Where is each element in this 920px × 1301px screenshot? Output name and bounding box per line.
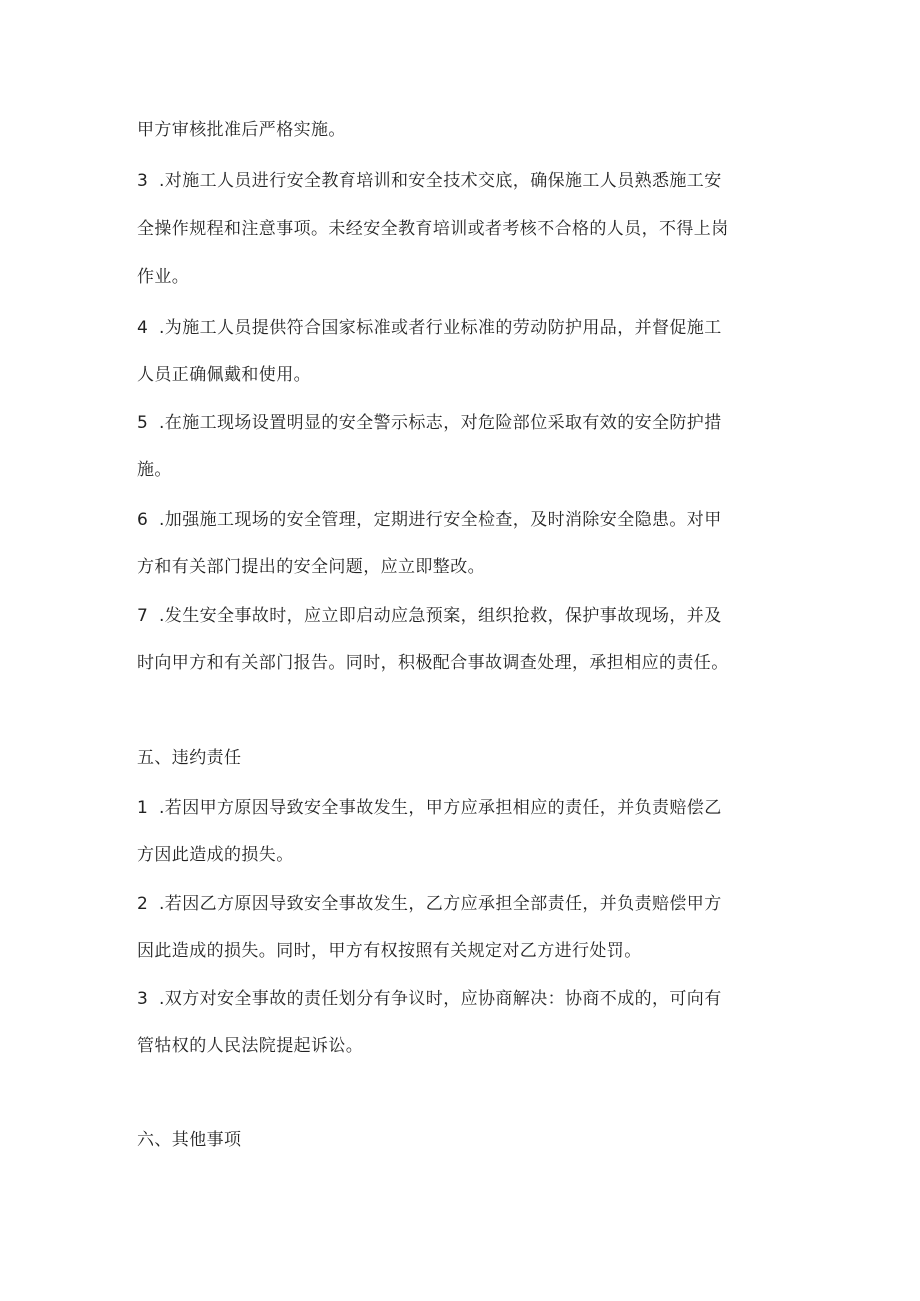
- list-number: 2: [137, 894, 149, 914]
- paragraph-line: 方和有关部门提出的安全问题，应立即整改。: [137, 557, 485, 577]
- list-item-text: .加强施工现场的安全管理，定期进行安全检查，及时消除安全隐患。对甲: [159, 510, 722, 530]
- list-item-2: [137, 892, 777, 916]
- list-item-1: [137, 796, 777, 820]
- paragraph-line: 作业。: [137, 267, 190, 287]
- list-item-text: .为施工人员提供符合国家标准或者行业标准的劳动防护用品，并督促施工: [159, 318, 722, 338]
- list-number: 3: [137, 171, 149, 191]
- paragraph-line: 人员正确佩戴和使用。: [137, 365, 311, 385]
- list-number: 5: [137, 413, 149, 433]
- list-item-3b: [137, 987, 777, 1011]
- list-item-3: [137, 169, 777, 193]
- list-number: 6: [137, 510, 149, 530]
- list-item-7: [137, 604, 777, 628]
- paragraph-line: 时向甲方和有关部门报告。同时，积极配合事故调查处理，承担相应的责任。: [137, 653, 729, 673]
- list-item-4: [137, 316, 777, 340]
- paragraph-line: 甲方审核批准后严格实施。: [137, 120, 346, 140]
- paragraph-line: 因此造成的损失。同时，甲方有权按照有关规定对乙方进行处罚。: [137, 941, 642, 961]
- list-item-text: .对施工人员进行安全教育培训和安全技术交底，确保施工人员熟悉施工安: [159, 171, 722, 191]
- paragraph-line: 方因此造成的损失。: [137, 845, 294, 865]
- paragraph-line: 全操作规程和注意事项。未经安全教育培训或者考核不合格的人员，不得上岗: [137, 219, 729, 239]
- list-number: 7: [137, 606, 149, 626]
- list-number: 3: [137, 989, 149, 1009]
- list-item-text: .在施工现场设置明显的安全警示标志，对危险部位采取有效的安全防护措: [159, 413, 722, 433]
- section-heading-6: 六、其他事项: [137, 1130, 242, 1150]
- section-heading-5: 五、违约责任: [137, 748, 242, 768]
- list-item-text: .若因甲方原因导致安全事故发生，甲方应承担相应的责任，并负责赔偿乙: [159, 798, 722, 818]
- list-item-6: [137, 508, 777, 532]
- list-number: 4: [137, 318, 149, 338]
- paragraph-line: 管牯权的人民法院提起诉讼。: [137, 1036, 364, 1056]
- list-number: 1: [137, 798, 149, 818]
- list-item-5: [137, 411, 777, 435]
- paragraph-line: 施。: [137, 460, 172, 480]
- list-item-text: .双方对安全事故的责任划分有争议时，应协商解决：协商不成的，可向有: [159, 989, 722, 1009]
- list-item-text: .发生安全事故时，应立即启动应急预案，组织抢救，保护事故现场，并及: [159, 606, 722, 626]
- list-item-text: .若因乙方原因导致安全事故发生，乙方应承担全部责任，并负责赔偿甲方: [159, 894, 722, 914]
